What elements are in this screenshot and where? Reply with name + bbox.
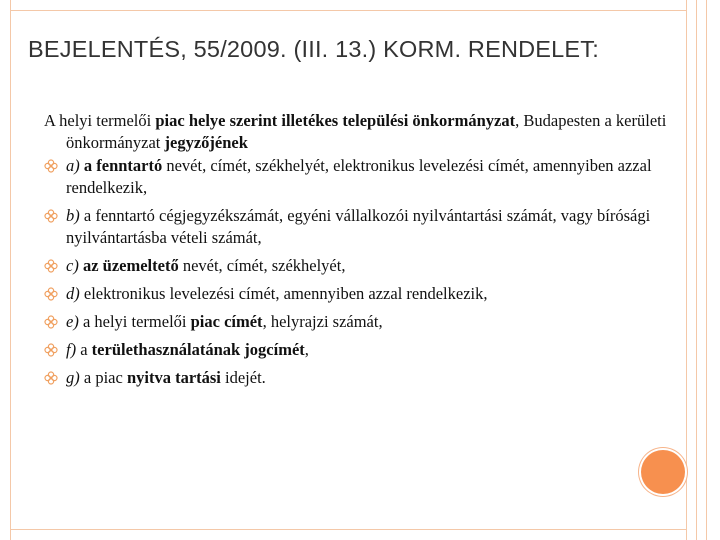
flower-bullet-icon bbox=[44, 209, 58, 223]
item-text: , bbox=[304, 340, 309, 359]
list-item bbox=[44, 255, 684, 277]
item-letter: e) bbox=[66, 312, 79, 331]
item-text-pre: a bbox=[76, 340, 92, 359]
flower-bullet-icon bbox=[44, 159, 58, 173]
intro-paragraph bbox=[44, 110, 684, 154]
item-letter: f) bbox=[66, 340, 77, 359]
item-bold: nyitva tartási bbox=[126, 368, 221, 387]
list-item bbox=[44, 339, 684, 361]
list-item bbox=[44, 155, 684, 199]
item-letter: c) bbox=[66, 256, 79, 275]
flower-bullet-icon bbox=[44, 343, 58, 357]
intro-bold-1: piac helye szerint illetékes települési önkormányzat bbox=[155, 111, 516, 130]
bottom-border-line bbox=[10, 529, 686, 530]
item-text: nevét, címét, székhelyét, bbox=[178, 256, 346, 275]
item-text-pre: a piac bbox=[79, 368, 127, 387]
right-border-line-outer bbox=[706, 0, 707, 540]
item-bold: piac címét bbox=[190, 312, 263, 331]
item-text: , helyrajzi számát, bbox=[262, 312, 383, 331]
right-border-line-middle bbox=[696, 0, 697, 540]
list-item bbox=[44, 311, 684, 333]
slide-content bbox=[44, 110, 684, 395]
intro-bold-2: jegyzőjének bbox=[164, 133, 248, 152]
item-text: a fenntartó cégjegyzékszámát, egyéni vállalkozói nyilvántartási számát, vagy bírósági nyilvántartásba vételi számát, bbox=[66, 206, 651, 247]
item-letter: a) bbox=[66, 156, 80, 175]
intro-text-2: , Budapesten a kerületi önkormányzat bbox=[66, 111, 667, 152]
intro-text-1: A helyi termelői bbox=[44, 111, 156, 130]
item-bold: a fenntartó bbox=[83, 156, 163, 175]
item-bold: az üzemeltető bbox=[78, 256, 179, 275]
item-letter: g) bbox=[66, 368, 80, 387]
item-letter: d) bbox=[66, 284, 80, 303]
flower-bullet-icon bbox=[44, 371, 58, 385]
item-text: elektronikus levelezési címét, amennyiben azzal rendelkezik, bbox=[79, 284, 488, 303]
item-bold: területhasználatának jogcímét bbox=[91, 340, 305, 359]
left-border-line bbox=[10, 0, 11, 540]
item-text: nevét, címét, székhelyét, elektronikus levelezési címét, amennyiben azzal rendelkezik, bbox=[66, 156, 652, 197]
slide-title: BEJELENTÉS, 55/2009. (III. 13.) KORM. RENDELET: bbox=[28, 36, 599, 62]
decorative-circle bbox=[641, 450, 685, 494]
item-letter: b) bbox=[66, 206, 80, 225]
item-text-pre: a helyi termelői bbox=[78, 312, 191, 331]
flower-bullet-icon bbox=[44, 259, 58, 273]
right-border-line-inner bbox=[686, 0, 687, 540]
flower-bullet-icon bbox=[44, 315, 58, 329]
list-item bbox=[44, 367, 684, 389]
list-item bbox=[44, 283, 684, 305]
flower-bullet-icon bbox=[44, 287, 58, 301]
list-item bbox=[44, 205, 684, 249]
item-text: idejét. bbox=[220, 368, 266, 387]
requirements-list bbox=[44, 155, 684, 389]
top-border-line bbox=[10, 10, 686, 11]
